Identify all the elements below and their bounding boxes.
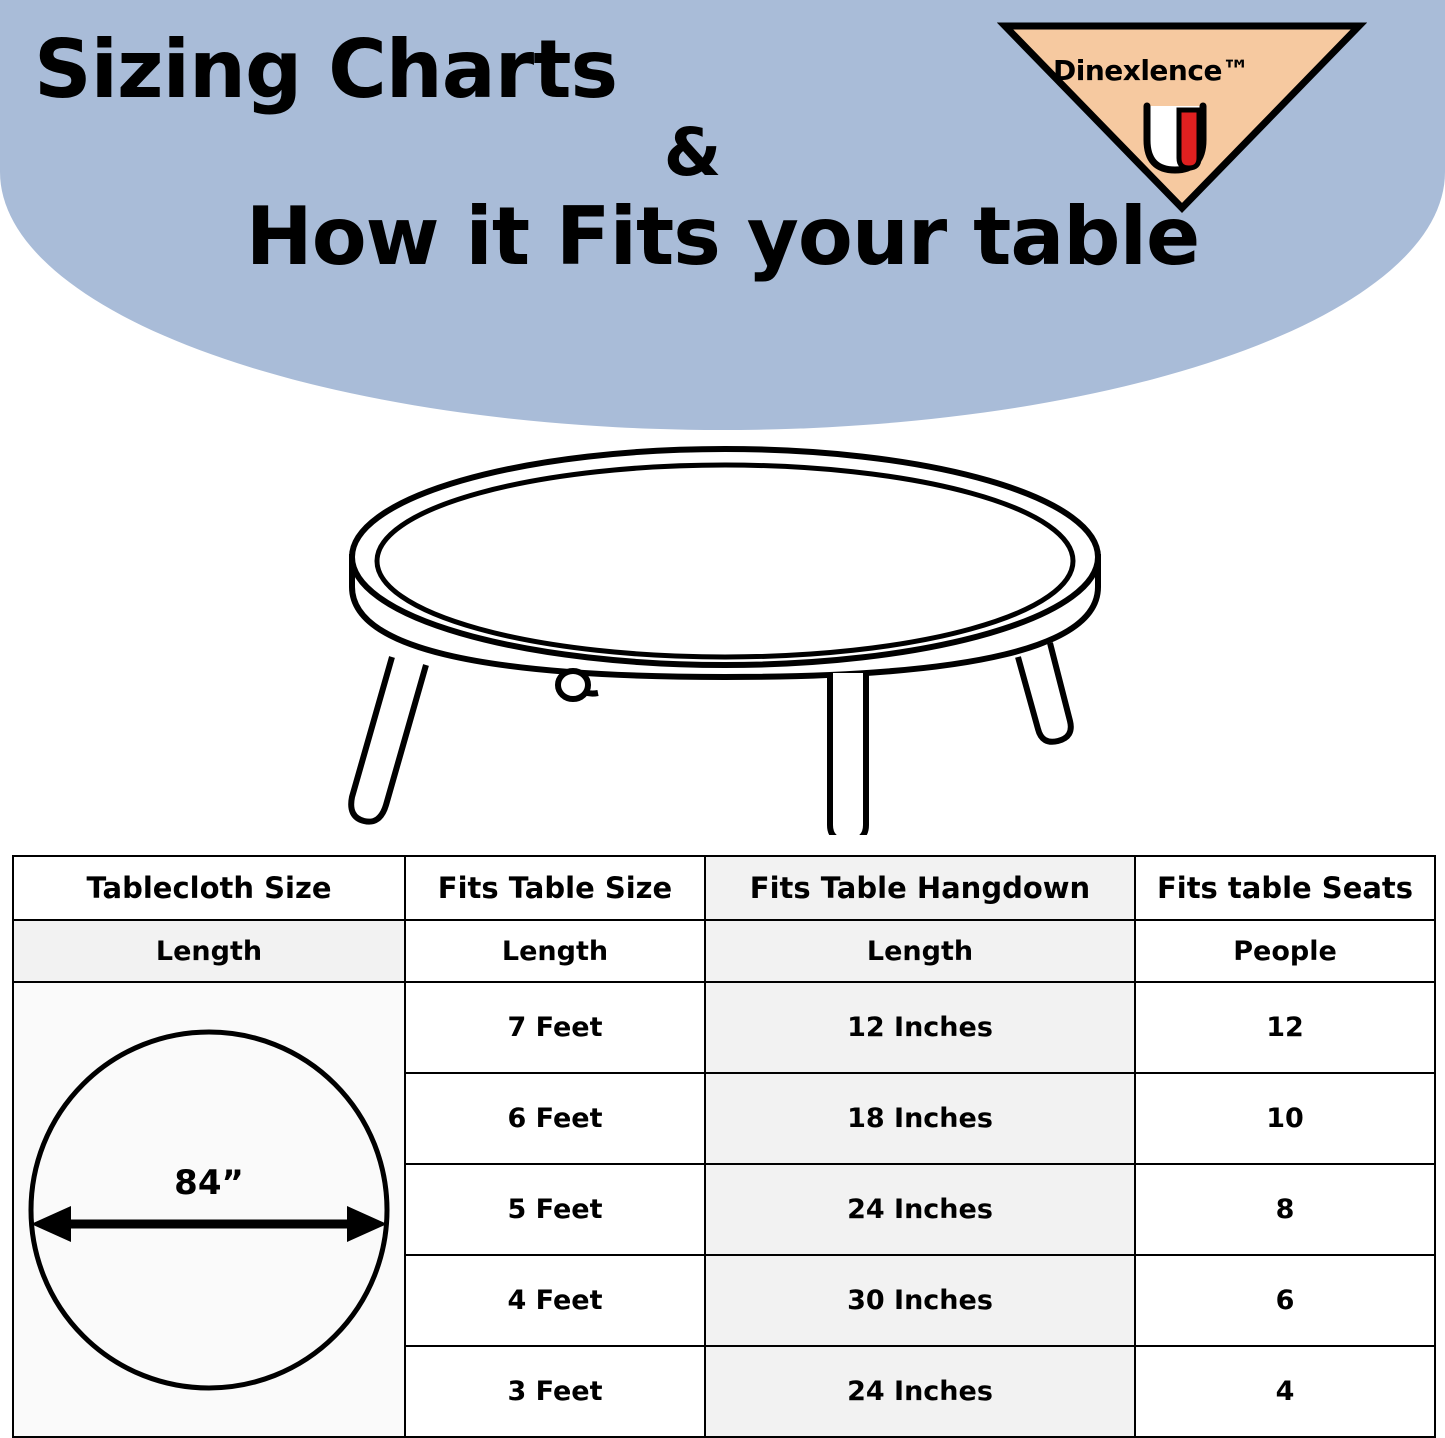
logo-mark — [997, 18, 1367, 218]
column-header-tablecloth-size: Tablecloth Size — [13, 856, 405, 920]
column-header-fits-table-seats: Fits table Seats — [1135, 856, 1435, 920]
cell-hangdown: 24 Inches — [705, 1346, 1135, 1437]
cell-seats: 12 — [1135, 982, 1435, 1073]
cell-hangdown: 30 Inches — [705, 1255, 1135, 1346]
round-table-illustration — [330, 445, 1120, 835]
brand-name: Dinexlence™ — [1053, 54, 1250, 87]
cell-hangdown: 24 Inches — [705, 1164, 1135, 1255]
circle-dimension-drawing — [19, 1000, 399, 1420]
cell-seats: 8 — [1135, 1164, 1435, 1255]
subheader-tablecloth-length: Length — [13, 920, 405, 982]
subheader-table-length: Length — [405, 920, 705, 982]
column-header-fits-table-hangdown: Fits Table Hangdown — [705, 856, 1135, 920]
cell-table-size: 7 Feet — [405, 982, 705, 1073]
subheader-hangdown-length: Length — [705, 920, 1135, 982]
diameter-label: 84” — [174, 1162, 244, 1203]
title-ampersand: & — [663, 114, 722, 191]
cell-table-size: 4 Feet — [405, 1255, 705, 1346]
cell-seats: 4 — [1135, 1346, 1435, 1437]
tablecloth-diameter-diagram — [13, 982, 405, 1437]
cell-seats: 6 — [1135, 1255, 1435, 1346]
cell-seats: 10 — [1135, 1073, 1435, 1164]
page-title: Sizing Charts — [34, 23, 618, 116]
subheader-seats-people: People — [1135, 920, 1435, 982]
cell-table-size: 3 Feet — [405, 1346, 705, 1437]
cell-table-size: 5 Feet — [405, 1164, 705, 1255]
cell-hangdown: 12 Inches — [705, 982, 1135, 1073]
cell-hangdown: 18 Inches — [705, 1073, 1135, 1164]
cell-table-size: 6 Feet — [405, 1073, 705, 1164]
brand-logo — [997, 18, 1367, 218]
page-subtitle: How it Fits your table — [245, 190, 1200, 283]
sizing-chart-table — [12, 855, 1436, 1438]
round-table-drawing — [330, 445, 1120, 835]
table-subheader-row — [13, 920, 1435, 982]
table-row — [13, 982, 1435, 1073]
table-header-row — [13, 856, 1435, 920]
column-header-fits-table-size: Fits Table Size — [405, 856, 705, 920]
